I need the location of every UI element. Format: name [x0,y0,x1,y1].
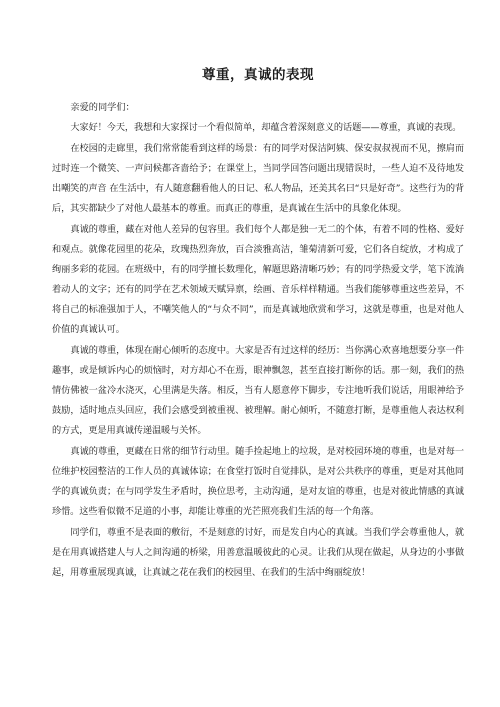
paragraph-4: 真诚的尊重，体现在耐心倾听的态度中。大家是否有过这样的经历：当你满心欢喜地想要分享一件趣事，或是倾诉内心的烦恼时，对方却心不在焉，眼神飘忽，甚至直接打断你的话。那一刻，我们的热情仿佛被一盆冷水浇灭，心里满是失落。相反，当有人愿意停下脚步，专注地听我们说话，用眼神给予鼓励，适时地点头回应，我们会感受到被重视、被理解。耐心倾听，不随意打断，是尊重他人表达权利的方式，更是用真诚传递温暖与关怀。 [52,345,464,436]
paragraph-6: 同学们，尊重不是表面的敷衍，不是刻意的讨好，而是发自内心的真诚。当我们学会尊重他人，就是在用真诚搭建人与人之间沟通的桥梁，用善意温暖彼此的心灵。让我们从现在做起，从身边的小事做起，用尊重展现真诚，让真诚之花在我们的校园里、在我们的生活中绚丽绽放！ [52,527,464,578]
document-title: 尊重，真诚的表现 [202,67,314,83]
paragraph-5: 真诚的尊重，更藏在日常的细节行动里。随手捡起地上的垃圾，是对校园环境的尊重，也是对每一位维护校园整洁的工作人员的真诚体谅；在食堂打饭时自觉排队，是对公共秩序的尊重，更是对其他同学的真诚负责；在与同学发生矛盾时，换位思考，主动沟通，是对友谊的尊重，也是对彼此情感的真诚珍惜。这些看似微不足道的小事，却能让尊重的光芒照亮我们生活的每一个角落。 [52,446,464,517]
paragraph-1: 大家好！今天，我想和大家探讨一个看似简单，却蕴含着深刻意义的话题——尊重，真诚的表现。 [70,122,462,133]
paragraph-3: 真诚的尊重，藏在对他人差异的包容里。我们每个人都是独一无二的个体，有着不同的性格、爱好和观点。就像花园里的花朵，玫瑰热烈奔放，百合淡雅高洁，雏菊清新可爱，它们各自绽放，才构成了绚丽多彩的花园。在班级中，有的同学擅长数理化，解题思路清晰巧妙；有的同学热爱文学，笔下流淌着动人的文字；还有的同学在艺术领域天赋异禀，绘画、音乐样样精通。当我们能够尊重这些差异，不将自己的标准强加于人，不嘲笑他人的“与众不同”，而是真诚地欣赏和学习，这就是尊重，也是对他人价值的真诚认可。 [52,224,464,335]
greeting: 亲爱的同学们： [70,102,135,113]
paragraph-2: 在校园的走廊里，我们常常能看到这样的场景：有的同学对保洁阿姨、保安叔叔视而不见，擦肩而过时连一个微笑、一声问候都吝啬给予；在课堂上，当同学回答问题出现错误时，一些人迫不及待地发出嘲笑的声音 在生活中，有人随意翻看他人的日记、私人物品，还美其名曰“只是好奇”。这些行为的背后，其实都缺少了对他人最基本的尊重。而真正的尊重，是真诚在生活中的具象化体现。 [52,143,464,214]
